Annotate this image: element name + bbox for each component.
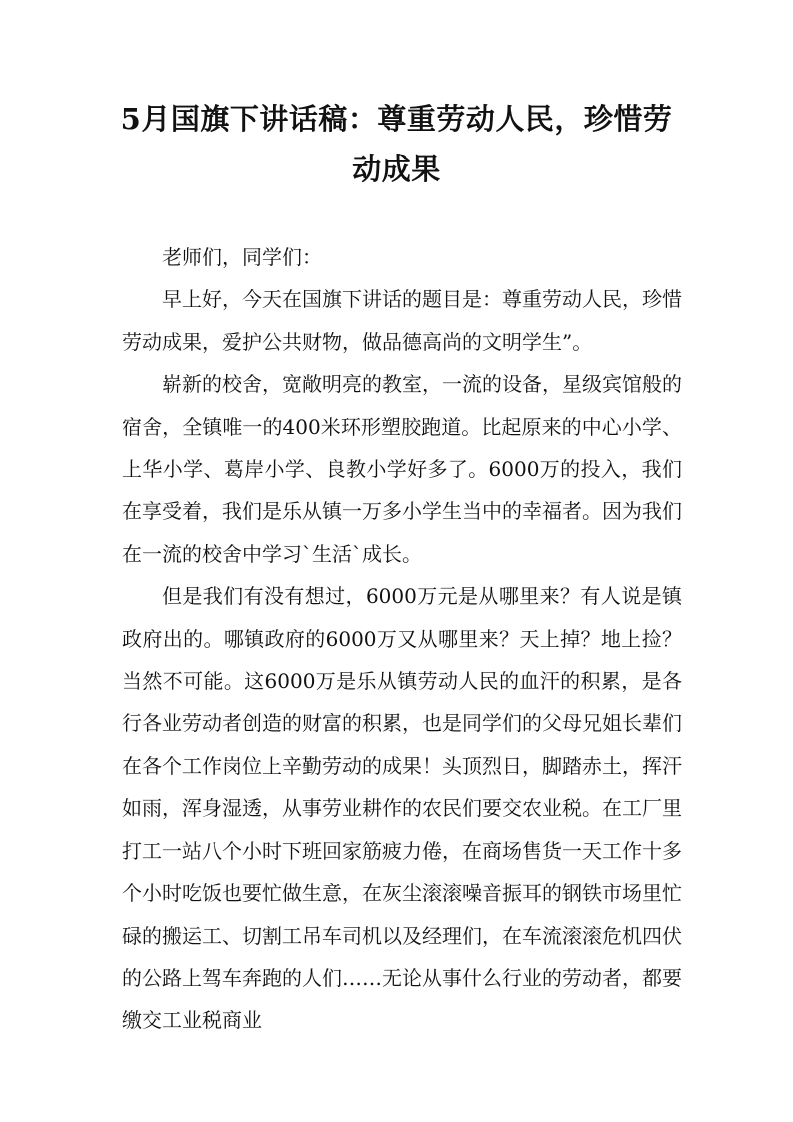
paragraph-greeting: 老师们，同学们： (162, 245, 322, 269)
paragraph-topic: 早上好，今天在国旗下讲话的题目是：尊重劳动人民，珍惜劳动成果，爱护公共财物，做品德高尚的文明学生”。 (122, 287, 682, 354)
document-title: 5月国旗下讲话稿：尊重劳动人民，珍惜劳动成果 (120, 102, 673, 186)
paragraph-labor: 但是我们有没有想过，6000万元是从哪里来？有人说是镇政府出的。哪镇政府的6000万又从哪里来？天上掉？地上捡？当然不可能。这6000万是乐从镇劳动人民的血汗的积累，是各行各业劳动者创造的财富的积累，也是同学们的父母兄姐长辈们在各个工作岗位上辛勤劳动的成果！头顶烈日，脚踏赤土，挥汗如雨，浑身湿透，从事劳业耕作的农民们要交农业税。在工厂里打工一站八个小时下班回家筋疲力倦，在商场售货一天工作十多个小时吃饭也要忙做生意，在灰尘滚滚噪音振耳的钢铁市场里忙碌的搬运工、切割工吊车司机以及经理们，在车流滚滚危机四伏的公路上驾车奔跑的人们……无论从事什么行业的劳动者，都要缴交工业税商业 (122, 584, 682, 1033)
document-body (122, 236, 682, 1042)
paragraph-campus: 崭新的校舍，宽敞明亮的教室，一流的设备，星级宾馆般的宿舍，全镇唯一的400米环形塑胶跑道。比起原来的中心小学、上华小学、葛岸小学、良教小学好多了。6000万的投入，我们在享受着，我们是乐从镇一万多小学生当中的幸福者。因为我们在一流的校舍中学习`生活`成长。 (122, 372, 682, 566)
